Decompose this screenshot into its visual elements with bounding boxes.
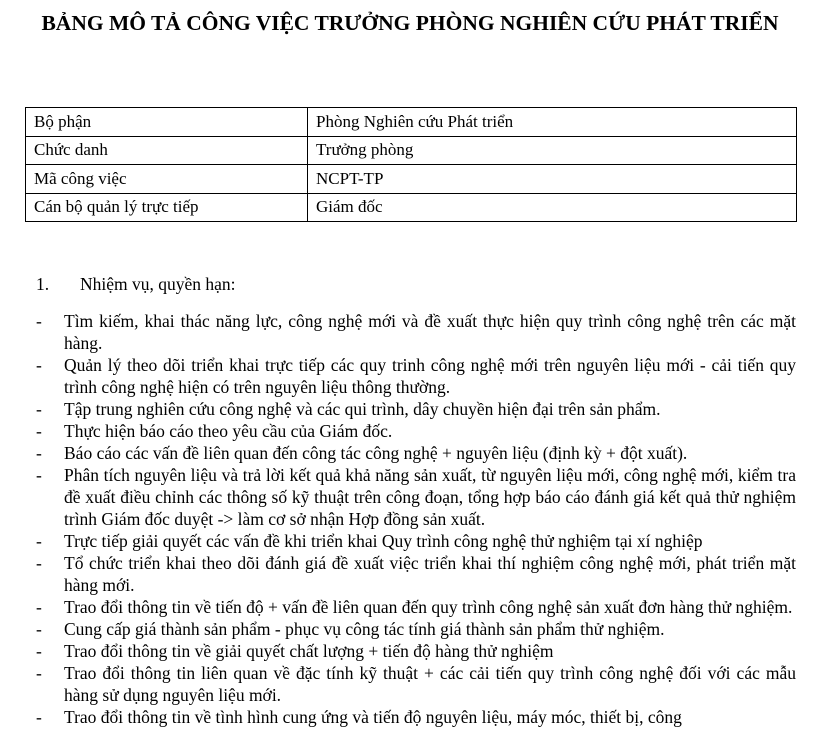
list-bullet: - <box>36 531 42 551</box>
list-item-text: Tổ chức triển khai theo dõi đánh giá đề xuất việc triển khai thí nghiệm công nghệ mới, phát triển mặt hàng mới. <box>64 553 796 595</box>
list-item-text: Thực hiện báo cáo theo yêu cầu của Giám đốc. <box>64 421 393 441</box>
list-item-text: Tìm kiếm, khai thác năng lực, công nghệ mới và đề xuất thực hiện quy trình công nghệ trên các mặt hàng. <box>64 311 796 353</box>
list-item-text: Cung cấp giá thành sản phẩm - phục vụ công tác tính giá thành sản phẩm thử nghiệm. <box>64 619 665 639</box>
info-value: NCPT-TP <box>308 165 797 194</box>
list-item <box>36 464 796 530</box>
document-title: BẢNG MÔ TẢ CÔNG VIỆC TRƯỞNG PHÒNG NGHIÊN CỨU PHÁT TRIỂN <box>41 11 779 35</box>
list-bullet: - <box>36 553 42 573</box>
info-row <box>26 193 797 222</box>
info-value: Trưởng phòng <box>308 136 797 165</box>
list-bullet: - <box>36 641 42 661</box>
list-item <box>36 398 796 420</box>
list-item <box>36 596 796 618</box>
list-item <box>36 706 796 728</box>
list-item <box>36 420 796 442</box>
list-item-text: Quản lý theo dõi triển khai trực tiếp các quy trinh công nghệ mới trên nguyên liệu mới - cải tiến quy trình công nghệ hiện có trên nguyên liệu thông thường. <box>64 355 796 397</box>
list-bullet: - <box>36 443 42 463</box>
list-item <box>36 618 796 640</box>
list-item-text: Trao đổi thông tin về giải quyết chất lượng + tiến độ hàng thử nghiệm <box>64 641 554 661</box>
info-label: Bộ phận <box>26 108 308 137</box>
list-item <box>36 552 796 596</box>
info-value: Phòng Nghiên cứu Phát triển <box>308 108 797 137</box>
list-item-text: Tập trung nghiên cứu công nghệ và các qui trình, dây chuyền hiện đại trên sản phẩm. <box>64 399 661 419</box>
list-bullet: - <box>36 399 42 419</box>
list-item-text: Báo cáo các vấn đề liên quan đến công tác công nghệ + nguyên liệu (định kỳ + đột xuất). <box>64 443 688 463</box>
list-item <box>36 354 796 398</box>
list-bullet: - <box>36 619 42 639</box>
list-bullet: - <box>36 707 42 727</box>
list-item <box>36 530 796 552</box>
info-row <box>26 165 797 194</box>
list-bullet: - <box>36 311 42 331</box>
info-label: Cán bộ quản lý trực tiếp <box>26 193 308 222</box>
section-number: 1. <box>36 274 50 294</box>
task-list <box>36 310 796 728</box>
list-item <box>36 442 796 464</box>
list-item <box>36 640 796 662</box>
info-row <box>26 108 797 137</box>
list-item-text: Trực tiếp giải quyết các vấn đề khi triển khai Quy trình công nghệ thử nghiệm tại xí nghiệp <box>64 531 703 551</box>
list-bullet: - <box>36 663 42 683</box>
list-bullet: - <box>36 355 42 375</box>
list-bullet: - <box>36 597 42 617</box>
section-title: Nhiệm vụ, quyền hạn: <box>80 274 236 294</box>
info-row <box>26 136 797 165</box>
list-item <box>36 662 796 706</box>
list-bullet: - <box>36 465 42 485</box>
list-item-text: Phân tích nguyên liệu và trả lời kết quả khả năng sản xuất, từ nguyên liệu mới, công nghệ mới, kiểm tra đề xuất điều chỉnh các thông số kỹ thuật trên công đoạn, tổng hợp báo cáo đánh giá kết quả thử nghiệm trình Giám đốc duyệt -> làm cơ sở nhận Hợp đồng sản xuất. <box>64 465 796 529</box>
list-item-text: Trao đổi thông tin về tiến độ + vấn đề liên quan đến quy trình công nghệ sản xuất đơn hàng thử nghiệm. <box>64 597 793 617</box>
list-item-text: Trao đổi thông tin về tình hình cung ứng và tiến độ nguyên liệu, máy móc, thiết bị, công <box>64 707 682 727</box>
info-value: Giám đốc <box>308 193 797 222</box>
info-label: Chức danh <box>26 136 308 165</box>
section-heading <box>36 274 236 295</box>
list-item-text: Trao đổi thông tin liên quan về đặc tính kỹ thuật + các cải tiến quy trình công nghệ đối với các mẫu hàng sử dụng nguyên liệu mới. <box>64 663 796 705</box>
list-item <box>36 310 796 354</box>
job-info-table <box>25 107 797 222</box>
list-bullet: - <box>36 421 42 441</box>
info-label: Mã công việc <box>26 165 308 194</box>
